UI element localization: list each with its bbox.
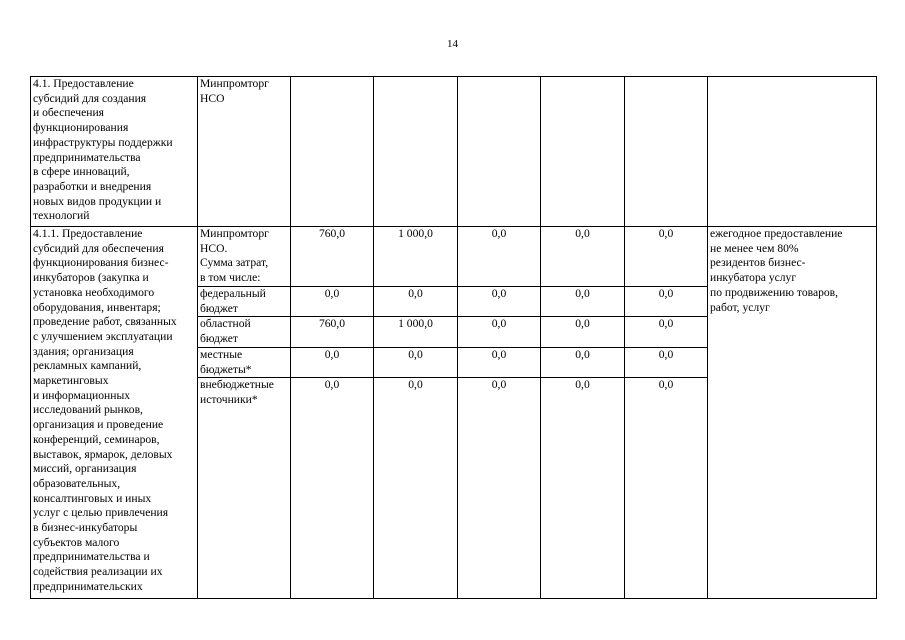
funding-source-label: внебюджетные источники*: [200, 378, 274, 406]
funding-source-label: Минпромторг НСО. Сумма затрат, в том числе:: [200, 227, 269, 285]
value-cell: 0,0: [541, 378, 625, 599]
value-cell: [541, 77, 625, 227]
funding-source-cell: [198, 378, 291, 599]
result-text: ежегодное предоставление не менее чем 80% резидентов бизнес- инкубатора услуг по продвижению товаров, работ, услуг: [710, 227, 843, 314]
value-cell: 0,0: [291, 287, 374, 317]
funding-source-cell: [198, 347, 291, 377]
value-cell: 1 000,0: [374, 227, 458, 287]
value-cell: [458, 77, 541, 227]
value-cell: 0,0: [374, 378, 458, 599]
value-cell: 0,0: [541, 347, 625, 377]
funding-source-cell: [198, 317, 291, 347]
funding-source-cell: [198, 287, 291, 317]
measure-cell: [31, 227, 198, 599]
measure-text: 4.1. Предоставление субсидий для создания и обеспечения функционирования инфраструктуры поддержки предпринимательства в сфере инноваций, разработки и внедрения новых видов продукции и технологий: [33, 77, 173, 223]
value-cell: 0,0: [625, 227, 708, 287]
funding-source-label: федеральный бюджет: [200, 287, 266, 315]
value-cell: 0,0: [625, 287, 708, 317]
value-cell: [625, 77, 708, 227]
value-cell: 0,0: [625, 317, 708, 347]
value-cell: 0,0: [458, 287, 541, 317]
measure-cell: [31, 77, 198, 227]
result-cell: [708, 77, 877, 227]
value-cell: 0,0: [291, 347, 374, 377]
funding-source-label: местные бюджеты*: [200, 347, 252, 376]
value-cell: 0,0: [458, 227, 541, 287]
value-cell: 0,0: [625, 378, 708, 599]
page-number: 14: [447, 38, 458, 50]
result-cell: [708, 227, 877, 599]
value-cell: 0,0: [458, 378, 541, 599]
value-cell: 760,0: [291, 317, 374, 347]
value-cell: 1 000,0: [374, 317, 458, 347]
executor-cell: [198, 77, 291, 227]
funding-source-label: областной бюджет: [200, 317, 251, 346]
program-measures-table: [30, 76, 877, 599]
funding-source-cell: [198, 227, 291, 287]
value-cell: 0,0: [458, 317, 541, 347]
value-cell: 0,0: [458, 347, 541, 377]
value-cell: [291, 77, 374, 227]
table-row: [31, 77, 877, 227]
value-cell: [374, 77, 458, 227]
value-cell: 0,0: [374, 347, 458, 377]
value-cell: 760,0: [291, 227, 374, 287]
value-cell: 0,0: [541, 227, 625, 287]
value-cell: 0,0: [541, 287, 625, 317]
value-cell: 0,0: [374, 287, 458, 317]
table-row: [31, 227, 877, 287]
value-cell: 0,0: [541, 317, 625, 347]
value-cell: 0,0: [625, 347, 708, 377]
executor-text: Минпромторг НСО: [200, 77, 269, 105]
value-cell: 0,0: [291, 378, 374, 599]
measure-text: 4.1.1. Предоставление субсидий для обеспечения функционирования бизнес- инкубаторов (закупка и установка необходимого оборудования, инвентаря; проведение работ, связанных с улучшением эксплуатации здания; организация рекламных кампаний, маркетинговых и информационных исследований рынков, организация и проведение конференций, семинаров, выставок, ярмарок, деловых миссий, организация образовательных, консалтинговых и иных услуг с целью привлечения в бизнес-инкубаторы субъектов малого предпринимательства и содействия реализации их предпринимательских: [33, 227, 177, 593]
